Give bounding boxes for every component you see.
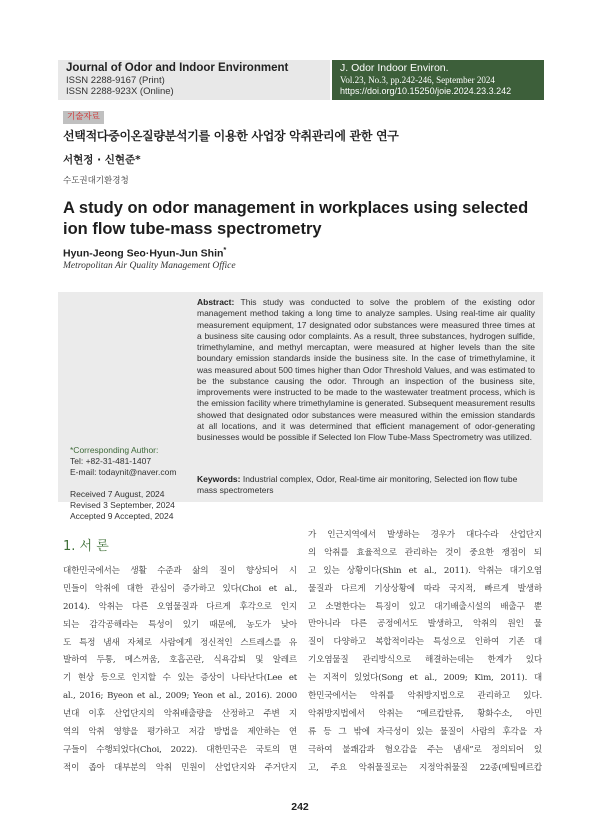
issn-print: ISSN 2288-9167 (Print) xyxy=(66,75,165,86)
body-line: 민들이 악취에 대한 관심이 증가하고 있다(Choi et al., xyxy=(63,583,297,594)
body-line: 한민국에서는 악취를 악취방지법으로 관리하고 있다. xyxy=(308,691,542,702)
korean-authors: 서현정 · 신현준* xyxy=(63,154,141,166)
body-line: 고 소멸한다는 특징이 있고 대기배출시설의 배출구 뿐 xyxy=(308,601,542,612)
body-line: 가 인근지역에서 발생하는 경우가 대다수라 산업단지 xyxy=(308,530,542,540)
body-line: 2014). 악취는 다른 오염물질과 다르게 후각으로 인지 xyxy=(63,601,297,612)
body-line: 류 등 그 밖에 자극성이 있는 물질이 사람의 후각을 자 xyxy=(308,726,542,737)
date-received: Received 7 August, 2024 xyxy=(70,488,165,499)
corresponding-mark: * xyxy=(223,245,227,254)
article-info xyxy=(70,445,190,522)
journal-abbrev: J. Odor Indoor Environ. xyxy=(340,62,449,74)
keywords xyxy=(197,474,535,496)
body-line: 구들이 수행되었다(Choi, 2022). 대한민국은 국토의 면 xyxy=(63,744,297,755)
english-affiliation: Metropolitan Air Quality Management Office xyxy=(63,261,236,271)
keywords-label: Keywords: xyxy=(197,474,241,484)
korean-affiliation: 수도권대기환경청 xyxy=(63,176,129,186)
journal-header-right xyxy=(332,60,544,100)
date-accepted: Accepted 9 Accepted, 2024 xyxy=(70,511,174,522)
article-category-badge: 기술자료 xyxy=(63,111,104,124)
body-line: 만아니라 다른 공정에서도 발생하고, 악취의 원인 물 xyxy=(308,619,542,630)
abstract-label: Abstract: xyxy=(197,297,235,307)
body-column-right xyxy=(308,527,542,777)
body-line: 는 지적이 있었다(Song et al., 2009; Kim, 2011). 대 xyxy=(308,673,542,684)
page-number: 242 xyxy=(291,801,309,813)
body-line: 되는 감각공해라는 특성이 있기 때문에, 농도가 낮아 xyxy=(63,619,297,630)
keywords-list: Industrial complex, Odor, Real-time air monitoring, Selected ion flow tube mass spectrometers xyxy=(197,474,518,496)
body-line: al., 2016; Byeon et al., 2009; Yeon et al., 2016). 2000 xyxy=(63,691,297,702)
journal-name: Journal of Odor and Indoor Environment xyxy=(66,62,289,74)
english-title: A study on odor management in workplaces using selected ion flow tube-mass spectrometry xyxy=(63,199,529,238)
date-revised: Revised 3 September, 2024 xyxy=(70,499,175,510)
doi-link[interactable]: https://doi.org/10.15250/joie.2024.23.3.242 xyxy=(340,86,512,96)
corresponding-tel: Tel: +82-31-481-1407 xyxy=(70,456,152,467)
body-line: 기오염물질 관리방식으로 해결하는데는 한계가 있다 xyxy=(308,655,542,666)
abstract-text xyxy=(197,297,535,443)
issn-online: ISSN 2288-923X (Online) xyxy=(66,86,174,97)
body-line: 년대 이후 산업단지의 악취배출량을 산정하고 주변 지 xyxy=(63,709,297,720)
body-line: 역의 악취 영향을 평가하고 저감 방법을 제안하는 연 xyxy=(63,727,297,738)
body-line: 고 있는 상황이다(Shin et al., 2011). 악취는 대기오염 xyxy=(308,565,542,576)
english-authors xyxy=(63,245,226,260)
body-line: 발하여 두통, 메스꺼움, 호흡곤란, 식욕감퇴 및 알레르 xyxy=(63,655,297,666)
corresponding-label: *Corresponding Author: xyxy=(70,445,159,455)
body-line: 적이 좁아 대부분의 악취 민원이 산업단지와 주거단지 xyxy=(63,762,297,773)
body-line: 도 특정 냄새 자체로 사람에게 정신적인 스트레스를 유 xyxy=(63,637,297,648)
journal-header-left xyxy=(58,60,330,100)
korean-title: 선택적다중이온질량분석기를 이용한 사업장 악취관리에 관한 연구 xyxy=(63,129,399,143)
body-line: 질이 다양하고 복합적이라는 특성으로 인하여 기존 대 xyxy=(308,637,542,648)
section-heading: 1. 서 론 xyxy=(63,539,109,554)
body-line: 고, 주요 악취물질로는 지정악취물질 22종(메틸메르캅 xyxy=(308,762,542,773)
body-line: 물질과 다르게 기상상황에 따라 국지적, 빠르게 발생하 xyxy=(308,583,542,594)
body-line: 의 악취를 효율적으로 관리하는 것이 중요한 쟁점이 되 xyxy=(308,547,542,558)
body-line: 기 현상 등으로 인지할 수 있는 증상이 나타난다(Lee et xyxy=(63,673,297,684)
english-author-names: Hyun-Jeong Seo·Hyun-Jun Shin xyxy=(63,247,224,260)
body-line: 악취방지법에서 악취는 “메르캅탄류, 황화수소, 아민 xyxy=(308,708,542,719)
body-line: 극하여 불쾌감과 혐오감을 주는 냄새”로 정의되어 있 xyxy=(308,744,542,755)
corresponding-email[interactable]: E-mail: todaynit@naver.com xyxy=(70,467,177,478)
abstract-body: This study was conducted to solve the problem of the existing odor management method taking a long time to analyze samples. Using real-time air quality measurement equipment, 17 designated odor substances were measured three times at a business site causing odor complaints. As a result, three substances, hydrogen sulfide, trimethylamine, and methyl mercaptan, were measured at higher levels than the site boundary emission standards inside the business site. In the case of trimethylamine, it was measured about 500 times higher than Odor Threshold Values, and was estimated to be the substance causing the odor. Through an inspection of the business site, improvements were instructed to be made to the wastewater treatment process, which is the emission facility where trimethylamine is generated. Subsequent measurement results showed that designated odor substances were measured within the emission standards at all locations, and it was determined that efficient management of odor-generating businesses would be possible if Selected Ion Flow Tube-Mass Spectrometry was utilized. xyxy=(197,297,536,442)
body-line: 대한민국에서는 생활 수준과 삶의 질이 향상되어 시 xyxy=(63,566,297,576)
body-column-left xyxy=(63,563,297,778)
volume-info: Vol.23, No.3, pp.242-246, September 2024 xyxy=(340,75,495,85)
